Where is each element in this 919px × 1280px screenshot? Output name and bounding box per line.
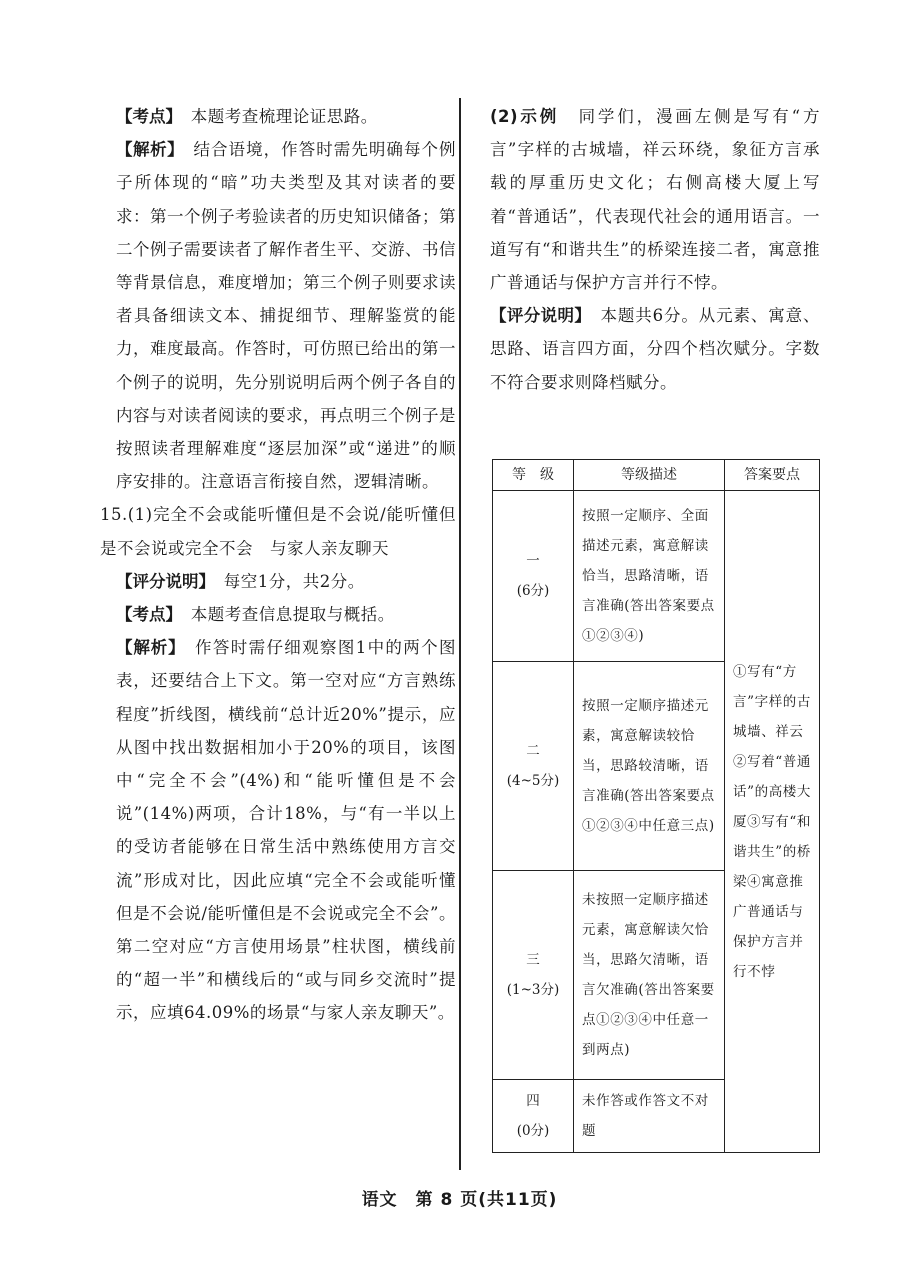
table-row (493, 491, 820, 662)
right-column (490, 100, 820, 399)
example-text: 同学们，漫画左侧是写有“方言”字样的古城墙，祥云环绕，象征方言承载的厚重历史文化；右侧高楼大厦上写着“普通话”，代表现代社会的通用语言。一道写有“和谐共生”的桥梁连接二者，寓意推广普通话与保护方言并行不悖。 (490, 107, 820, 293)
level-name: 四 (526, 1093, 540, 1109)
pingfen-text: 本题共6分。从元素、寓意、思路、语言四方面，分四个档次赋分。字数不符合要求则降档赋分。 (490, 306, 821, 392)
description-cell: 未作答或作答文不对题 (574, 1080, 725, 1153)
page-footer: 语文 第 8 页(共11页) (361, 1190, 558, 1210)
level-name: 三 (526, 952, 540, 968)
key-points-cell: ①写有“方言”字样的古城墙、祥云②写着“普通话”的高楼大厦③写有“和谐共生”的桥梁④寓意推广普通话与保护方言并行不悖 (725, 491, 820, 1153)
answer-text: (1)完全不会或能听懂但是不会说/能听懂但是不会说或完全不会 与家人亲友聊天 (100, 505, 456, 558)
pingfen-tag: 【评分说明】 (116, 571, 207, 591)
kaodian-paragraph-1 (116, 100, 456, 133)
description-cell: 按照一定顺序描述元素，寓意解读较恰当，思路较清晰，语言准确(答出答案要点①②③④中任意三点) (574, 662, 725, 871)
level-cell (493, 491, 574, 662)
kaodian-text: 本题考查信息提取与概括。 (190, 605, 395, 625)
jiexi-paragraph-1 (116, 133, 456, 498)
description-cell: 按照一定顺序、全面描述元素，寓意解读恰当，思路清晰，语言准确(答出答案要点①②③④) (574, 491, 725, 662)
jiexi-text: 作答时需仔细观察图1中的两个图表，还要结合上下文。第一空对应“方言熟练程度”折线图，横线前“总计近20%”提示，应从图中找出数据相加小于20%的项目，该图中“完全不会”(4%)和“能听懂但是不会说”(14%)两项，合计18%，与“有一半以上的受访者能够在日常生活中熟练使用方言交流”形成对比，因此应填“完全不会或能听懂但是不会说/能听懂但是不会说或完全不会”。第二空对应“方言使用场景”柱状图，横线前的“超一半”和横线后的“或与同乡交流时”提示，应填64.09%的场景“与家人亲友聊天”。 (116, 638, 457, 1023)
level-score: (1~3分) (506, 982, 560, 998)
jiexi-paragraph-2 (116, 631, 456, 1029)
column-divider (459, 98, 461, 1170)
jiexi-text: 结合语境，作答时需先明确每个例子所体现的“暗”功夫类型及其对读者的要求：第一个例子考验读者的历史知识储备；第二个例子需要读者了解作者生平、交游、书信等背景信息，难度增加；第三个例子则要求读者具备细读文本、捕捉细节、理解鉴赏的能力，难度最高。作答时，可仿照已给出的第一个例子的说明，先分别说明后两个例子各自的内容与对读者阅读的要求，再点明三个例子是按照读者理解难度“逐层加深”或“递进”的顺序安排的。注意语言衔接自然，逻辑清晰。 (116, 140, 457, 492)
header-description: 等级描述 (574, 460, 725, 491)
level-score: (6分) (516, 583, 550, 599)
pingfen-tag: 【评分说明】 (490, 306, 584, 326)
table-header-row (493, 460, 820, 491)
level-cell (493, 871, 574, 1080)
kaodian-text: 本题考查梳理论证思路。 (190, 107, 378, 126)
level-score: (0分) (516, 1123, 550, 1139)
kaodian-paragraph-2 (116, 598, 456, 631)
description-cell: 未按照一定顺序描述元素，寓意解读欠恰当，思路欠清晰，语言欠准确(答出答案要点①②③④中任意一到两点) (574, 871, 725, 1080)
header-level: 等 级 (493, 460, 574, 491)
jiexi-tag: 【解析】 (116, 140, 176, 160)
question-number: 15. (100, 505, 128, 525)
jiexi-tag: 【解析】 (116, 638, 178, 658)
level-cell (493, 1080, 574, 1153)
pingfen-paragraph-1 (116, 565, 456, 598)
kaodian-tag: 【考点】 (116, 107, 174, 126)
pingfen-paragraph-2 (490, 299, 820, 399)
left-column (100, 100, 457, 1030)
level-cell (493, 662, 574, 871)
pingfen-text: 每空1分，共2分。 (223, 571, 365, 591)
question-15-answer (100, 498, 456, 564)
level-name: 二 (526, 743, 540, 759)
example-label: (2)示例 (490, 107, 560, 126)
example-paragraph (490, 100, 820, 299)
kaodian-tag: 【考点】 (116, 605, 174, 625)
grading-table (492, 459, 820, 1153)
header-key-points: 答案要点 (725, 460, 820, 491)
level-name: 一 (526, 553, 540, 569)
level-score: (4~5分) (506, 773, 560, 789)
